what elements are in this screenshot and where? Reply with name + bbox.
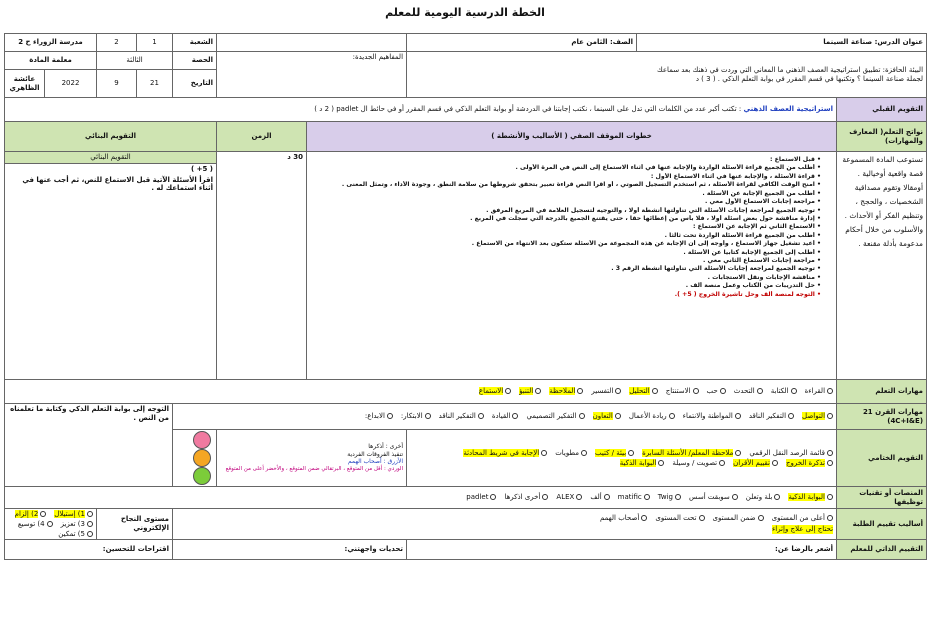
skill-option[interactable] xyxy=(549,387,583,396)
outcomes-text: تستوعب المادة المسموعة قصة واقعية أوخيالية . أومقالا وتقوم مصداقية الشخصيات ، والحجج ، وتنظيم الفكر أو الأحداث . والأسلوب من خلال أحكام مدعومة بأدلة مقنعة . xyxy=(837,152,927,380)
ladder-list xyxy=(8,510,93,538)
step-item: • التوجه لمنصة ألف وحل تأشيرة الخروج ( 5+ ). xyxy=(310,291,821,299)
time-header: الزمن xyxy=(217,122,307,152)
step-item: • توجيه الجميع لمراجعة إجابات الأسئلة التي تناولتها أنشطة أولا ، والتوجيه لتسجيل العلامة في المربع المرفق . xyxy=(310,207,821,215)
skill21-option[interactable] xyxy=(439,412,484,421)
lesson-title: عنوان الدرس: صناعة السينما xyxy=(637,34,927,52)
skill-option-label: الملاحظة xyxy=(549,387,576,396)
platform-option[interactable] xyxy=(689,493,738,502)
option-circle-icon xyxy=(87,521,93,527)
ladder-option[interactable] xyxy=(54,510,93,519)
skills-cell xyxy=(5,380,837,404)
skill21-option[interactable] xyxy=(749,412,794,421)
levels-label: أساليب تقييم الطلبة xyxy=(837,509,927,540)
option-circle-icon xyxy=(758,515,764,521)
platform-option[interactable] xyxy=(466,493,496,502)
period-label: الحصة xyxy=(173,52,217,70)
skill-option[interactable] xyxy=(591,387,621,396)
closing-option-label: الإجابة في شريط المحادثة xyxy=(463,448,540,457)
date-label: التاريخ xyxy=(173,70,217,98)
option-circle-icon xyxy=(615,413,621,419)
platform-option-label: padlet xyxy=(466,493,489,502)
prior-strategy: استراتيجية العصف الذهني xyxy=(743,105,834,114)
closing-option[interactable] xyxy=(672,459,725,468)
step-item: • أطلب من الجميع الإجابة عن الأسئلة . xyxy=(310,190,821,198)
step-item: • مراجعة إجابات الاستماع الثاني معي . xyxy=(310,257,821,265)
step-item: • أطلب إلى الجميع الإجابة كتابيا عن الأسئلة . xyxy=(310,249,821,257)
formative-cell xyxy=(5,152,217,380)
option-circle-icon xyxy=(576,494,582,500)
levels-list xyxy=(176,514,833,523)
motivating-env: البيئة الحافزة: تطبيق استراتيجية العصف الذهني ما المعاني التي وردت في ذهنك بعد سماعك لجملة صناعة السينما ؟ وتكتبها في قسم المقرر في بوابة التعلم الذكي . ( 3 ) د xyxy=(407,52,927,98)
self-eval-satisfaction: أشعر بالرضا عن: xyxy=(407,540,837,560)
ladder-option-label: 2) إلزام xyxy=(14,510,39,518)
skills21-cell xyxy=(173,404,837,430)
ladder-option[interactable] xyxy=(18,520,53,529)
formative-sub-label: التقويم البنائي xyxy=(5,152,216,164)
skill21-option[interactable] xyxy=(802,412,833,421)
platform-option[interactable] xyxy=(618,493,650,502)
diff-text: تنفيذ الفروقات الفردية xyxy=(347,450,404,458)
closing-option-label: قائمة الرصد النقل الرقمي xyxy=(749,448,826,457)
option-circle-icon xyxy=(827,450,833,456)
levels-cell xyxy=(173,509,837,540)
skill21-option-label: التعاون xyxy=(592,412,613,421)
option-circle-icon xyxy=(581,450,587,456)
option-circle-icon xyxy=(47,521,53,527)
option-circle-icon xyxy=(827,388,833,394)
step-item: • أطلب من الجميع قراءة الأسئلة الواردة تحت ثالثا . xyxy=(310,232,821,240)
closing-option-label: مطويات xyxy=(555,448,579,457)
platform-option-label: سوبقت أسس xyxy=(688,493,730,502)
skill-option-label: التحليل xyxy=(629,387,650,396)
level-option-label: تحت المستوى xyxy=(655,514,697,523)
skill-option[interactable] xyxy=(666,387,699,396)
step-item: • توجيه الجميع لمراجعة إجابات الأسئلة التي تناولتها أنشطة الرقم 3 . xyxy=(310,265,821,273)
closing-option[interactable] xyxy=(555,449,587,458)
formative-header: التقويم البنائي xyxy=(5,122,217,152)
closing-option-label: تقييم الأقران xyxy=(733,458,770,467)
closing-option[interactable] xyxy=(786,459,833,468)
prior-body: : تكتب أكبر عدد من الكلمات التي تدل على السينما ، نكتب إجابتنا في الدردشة أو بوابة التعلم الذكي في قسم المقرر أو في حائط ال padlet ( 2 د ) xyxy=(314,105,742,114)
skill21-option[interactable] xyxy=(526,412,584,421)
closing-option[interactable] xyxy=(733,459,778,468)
option-circle-icon xyxy=(579,413,585,419)
closing-list xyxy=(410,449,833,468)
option-circle-icon xyxy=(732,494,738,500)
closing-option[interactable] xyxy=(642,449,741,458)
skill-option-label: التنبؤ xyxy=(519,387,534,396)
option-circle-icon xyxy=(641,515,647,521)
option-circle-icon xyxy=(541,450,547,456)
step-item: • امنح الوقت الكافي لقراءة الأسئلة ، ثم استخدم التسجيل الصوتي ، أو اقرأ النص قراءة تعبير بتحقق شروطها من سلامة النطق ، وجودة الأداء ، وتمثل المعنى . xyxy=(310,181,821,189)
option-circle-icon xyxy=(40,511,46,517)
skill-option-label: الاستنتاج xyxy=(665,387,691,396)
option-circle-icon xyxy=(757,388,763,394)
self-eval-label: التقييم الذاتي للمعلم xyxy=(837,540,927,560)
ladder-option-label: 3) تعزيز xyxy=(60,519,86,528)
skill21-option[interactable] xyxy=(365,412,393,421)
skill-option[interactable] xyxy=(734,387,763,396)
step-item: • الاستماع الثاني ثم الإجابة عن الاستماع : xyxy=(310,223,821,231)
teacher-role: معلمة المادة xyxy=(5,52,97,70)
option-circle-icon xyxy=(788,413,794,419)
closing-cell xyxy=(407,430,837,487)
skill21-option-label: القيادة xyxy=(491,412,511,421)
ladder-label: مستوى النجاح الإلكتروني xyxy=(97,509,173,540)
outcomes-header: نواتج التعلم( المعارف والمهارات) xyxy=(837,122,927,152)
green-face-icon xyxy=(193,467,211,485)
skill21-option[interactable] xyxy=(683,412,741,421)
skill21-option[interactable] xyxy=(492,412,519,421)
school-name: مدرسة الزوراء ح 2 xyxy=(5,34,97,52)
time-value: 30 د xyxy=(217,152,307,380)
page-title: الخطة الدرسية اليومية للمعلم xyxy=(385,6,545,19)
level-option[interactable] xyxy=(772,514,833,523)
step-item: • أطلب من الجميع قراءة الأسئلة الواردة والإجابة عنها في أثناء الاستماع إلى النص في المرة الأولى . xyxy=(310,164,821,172)
ladder-option[interactable] xyxy=(61,520,93,529)
skill-option-label: الاستماع xyxy=(478,387,504,396)
skill-option[interactable] xyxy=(771,387,797,396)
platform-option[interactable] xyxy=(590,493,609,502)
platform-option[interactable] xyxy=(788,493,833,502)
platform-option-label: matific xyxy=(617,493,642,502)
option-circle-icon xyxy=(827,494,833,500)
platform-option[interactable] xyxy=(746,493,781,502)
option-circle-icon xyxy=(425,413,431,419)
option-circle-icon xyxy=(658,460,664,466)
level-option-label: أصحاب الهمم xyxy=(599,514,640,523)
level-option[interactable] xyxy=(713,514,764,523)
option-circle-icon xyxy=(644,494,650,500)
option-circle-icon xyxy=(542,494,548,500)
skill21-option[interactable] xyxy=(629,412,675,421)
closing-option-label: تصويت / وسيلة xyxy=(672,458,718,467)
skills21-note: التوجه إلى بوابة التعلم الذكي وكتابة ما تعلمناه من النص . xyxy=(5,404,173,487)
platform-option-label: Twig xyxy=(657,493,673,502)
skill21-option-label: ريادة الأعمال xyxy=(628,412,667,421)
steps-cell xyxy=(307,152,837,380)
option-circle-icon xyxy=(478,413,484,419)
platform-option[interactable] xyxy=(658,493,681,502)
closing-option-label: ملاحظة المعلم/ الأسئلة السابرة xyxy=(642,448,734,457)
skill-option[interactable] xyxy=(479,387,511,396)
level-option-label: ضمن المستوى xyxy=(712,514,756,523)
lesson-plan xyxy=(4,33,926,583)
ladder-cell xyxy=(5,509,97,540)
platform-option-label: البوابة الذكية xyxy=(788,493,826,502)
option-circle-icon xyxy=(87,531,93,537)
option-circle-icon xyxy=(505,388,511,394)
skills21-list xyxy=(176,412,833,421)
section-label: الشعبة xyxy=(173,34,217,52)
skill21-option[interactable] xyxy=(593,412,621,421)
prior-text xyxy=(5,98,837,122)
option-circle-icon xyxy=(490,494,496,500)
step-item: • قراءة الأسئلة ، والإجابة عنها في أثناء الاستماع الأول : xyxy=(310,173,821,181)
level-option[interactable] xyxy=(655,514,704,523)
skill-option-label: التفسير xyxy=(591,387,614,396)
skill21-option-label: الابتكار: xyxy=(400,412,423,421)
platform-option-label: ALEX xyxy=(556,493,575,502)
option-circle-icon xyxy=(827,515,833,521)
steps-header: خطوات الموقف الصفي ( الأساليب والأنشطة ) xyxy=(307,122,837,152)
period-value: الثالثة xyxy=(97,52,173,70)
date-month: 9 xyxy=(97,70,137,98)
levels-needs: تحتاج إلى علاج وإثراء xyxy=(771,525,834,534)
option-circle-icon xyxy=(720,388,726,394)
step-item: • قبل الاستماع : xyxy=(310,156,821,164)
platform-option-label: ألف xyxy=(590,493,602,502)
skill21-option-label: المواطنة والانتماء xyxy=(682,412,733,421)
platform-option[interactable] xyxy=(504,493,548,502)
new-concepts: المفاهيم الجديدة: xyxy=(217,52,407,98)
skill21-option-label: التفكير التصميمي xyxy=(526,412,577,421)
closing-option-label: تذكرة الخروج xyxy=(785,458,826,467)
closing-option-label: بيئة / كتيب xyxy=(594,448,627,457)
skill-option[interactable] xyxy=(629,387,657,396)
option-circle-icon xyxy=(791,388,797,394)
step-item: • مناقشة الإجابات ونقل الاستجابات . xyxy=(310,274,821,282)
date-year: 2022 xyxy=(45,70,97,98)
platform-option[interactable] xyxy=(556,493,582,502)
skill21-option-label: التفكير الناقد xyxy=(748,412,787,421)
option-circle-icon xyxy=(719,460,725,466)
skill-option[interactable] xyxy=(519,387,541,396)
faces-cell xyxy=(173,430,217,487)
ladder-option[interactable] xyxy=(58,530,93,539)
platforms-list xyxy=(8,493,833,502)
skills-label: مهارات التعلم xyxy=(837,380,927,404)
step-item: • أعيد تشغيل جهاز الاستماع ، وأوجه إلى أن الإجابة عن هذه المجموعة من الأسئلة ستكون بعد الانتهاء من الاستماع . xyxy=(310,240,821,248)
option-circle-icon xyxy=(827,413,833,419)
self-eval-suggestions: اقتراحات للتحسين: xyxy=(5,540,173,560)
ladder-option-label: 4) توسيع xyxy=(17,519,45,528)
section-value-1: 1 xyxy=(137,34,173,52)
skill21-option[interactable] xyxy=(401,412,431,421)
option-circle-icon xyxy=(735,450,741,456)
ladder-option[interactable] xyxy=(15,510,47,519)
diff-cell xyxy=(217,430,407,487)
diff-line3: الوردي : أقل من المتوقع ، البرتقالي ضمن المتوقع ، والأخضر أعلى من المتوقع xyxy=(225,465,404,472)
skill-option-label: الكتابة xyxy=(770,387,789,396)
platform-option-label: بلة وتعلن xyxy=(745,493,773,502)
option-circle-icon xyxy=(577,388,583,394)
prior-label: التقويم القبلي xyxy=(837,98,927,122)
orange-face-icon xyxy=(193,449,211,467)
ladder-option-label: 5) تمكين xyxy=(58,529,86,538)
option-circle-icon xyxy=(774,494,780,500)
platforms-cell xyxy=(5,487,837,509)
skill-option-label: حب xyxy=(706,387,718,396)
option-circle-icon xyxy=(535,388,541,394)
skills-list xyxy=(8,387,833,396)
skill21-option-label: الابداع: xyxy=(364,412,385,421)
class-label: الصف: الثامن عام xyxy=(407,34,637,52)
pink-face-icon xyxy=(193,431,211,449)
formative-text: اقرأ الأسئلة الآتية قبل الاستماع للنص، ثم أجب عنها في أثناء استماعك له . xyxy=(22,175,214,193)
option-circle-icon xyxy=(827,460,833,466)
others-label: أخرى : أذكرها xyxy=(368,443,404,451)
platform-option-label: أخرى اذكرها xyxy=(504,493,541,502)
option-circle-icon xyxy=(675,494,681,500)
option-circle-icon xyxy=(772,460,778,466)
skill-option-label: التحدث xyxy=(733,387,755,396)
step-item: • مراجعة إجابات الاستماع الأول معي . xyxy=(310,198,821,206)
step-item: • حل التدريبات من الكتاب وعمل منصة ألف . xyxy=(310,282,821,290)
option-circle-icon xyxy=(604,494,610,500)
closing-option[interactable] xyxy=(463,449,547,458)
steps-list xyxy=(310,156,833,299)
diff-line2: الأزرق : أصحاب الهمم xyxy=(347,458,404,466)
plan-table xyxy=(4,33,927,560)
skills21-label: مهارات القرن 21 (4C+I&E) xyxy=(837,404,927,430)
option-circle-icon xyxy=(615,388,621,394)
closing-option[interactable] xyxy=(620,459,665,468)
skill21-option-label: التواصل xyxy=(802,412,826,421)
level-option[interactable] xyxy=(600,514,647,523)
option-circle-icon xyxy=(512,413,518,419)
ladder-option-label: 1) إستيلال xyxy=(54,510,86,518)
option-circle-icon xyxy=(669,413,675,419)
option-circle-icon xyxy=(699,515,705,521)
option-circle-icon xyxy=(693,388,699,394)
section-value-2: 2 xyxy=(97,34,137,52)
formative-points: ( 5+ ) xyxy=(190,164,214,173)
teacher-name: عائشة الظاهري xyxy=(5,70,45,98)
level-option-label: أعلى من المستوى xyxy=(771,514,826,523)
date-day: 21 xyxy=(137,70,173,98)
skill-option-label: القراءة xyxy=(804,387,826,396)
closing-option[interactable] xyxy=(595,449,634,458)
option-circle-icon xyxy=(87,511,93,517)
closing-label: التقويم الختامي xyxy=(837,430,927,487)
skill-option[interactable] xyxy=(805,387,833,396)
platforms-label: المنصات أو تقنيات توظيفها xyxy=(837,487,927,509)
closing-option-label: البوابة الذكية xyxy=(619,458,657,467)
option-circle-icon xyxy=(387,413,393,419)
step-item: • إدارة مناقشة حول بعض أسئلة أولا ، فلا بأس من إعطائها حقا ، حتى يقتنع الجميع بالدرجة التي سجلت في المربع . xyxy=(310,215,821,223)
skill-option[interactable] xyxy=(707,387,726,396)
option-circle-icon xyxy=(735,413,741,419)
skill21-option-label: التفكير الناقد xyxy=(438,412,476,421)
spacer xyxy=(217,34,407,52)
option-circle-icon xyxy=(652,388,658,394)
self-eval-challenges: تحديات واجهتني: xyxy=(173,540,407,560)
closing-option[interactable] xyxy=(749,449,833,458)
option-circle-icon xyxy=(628,450,634,456)
